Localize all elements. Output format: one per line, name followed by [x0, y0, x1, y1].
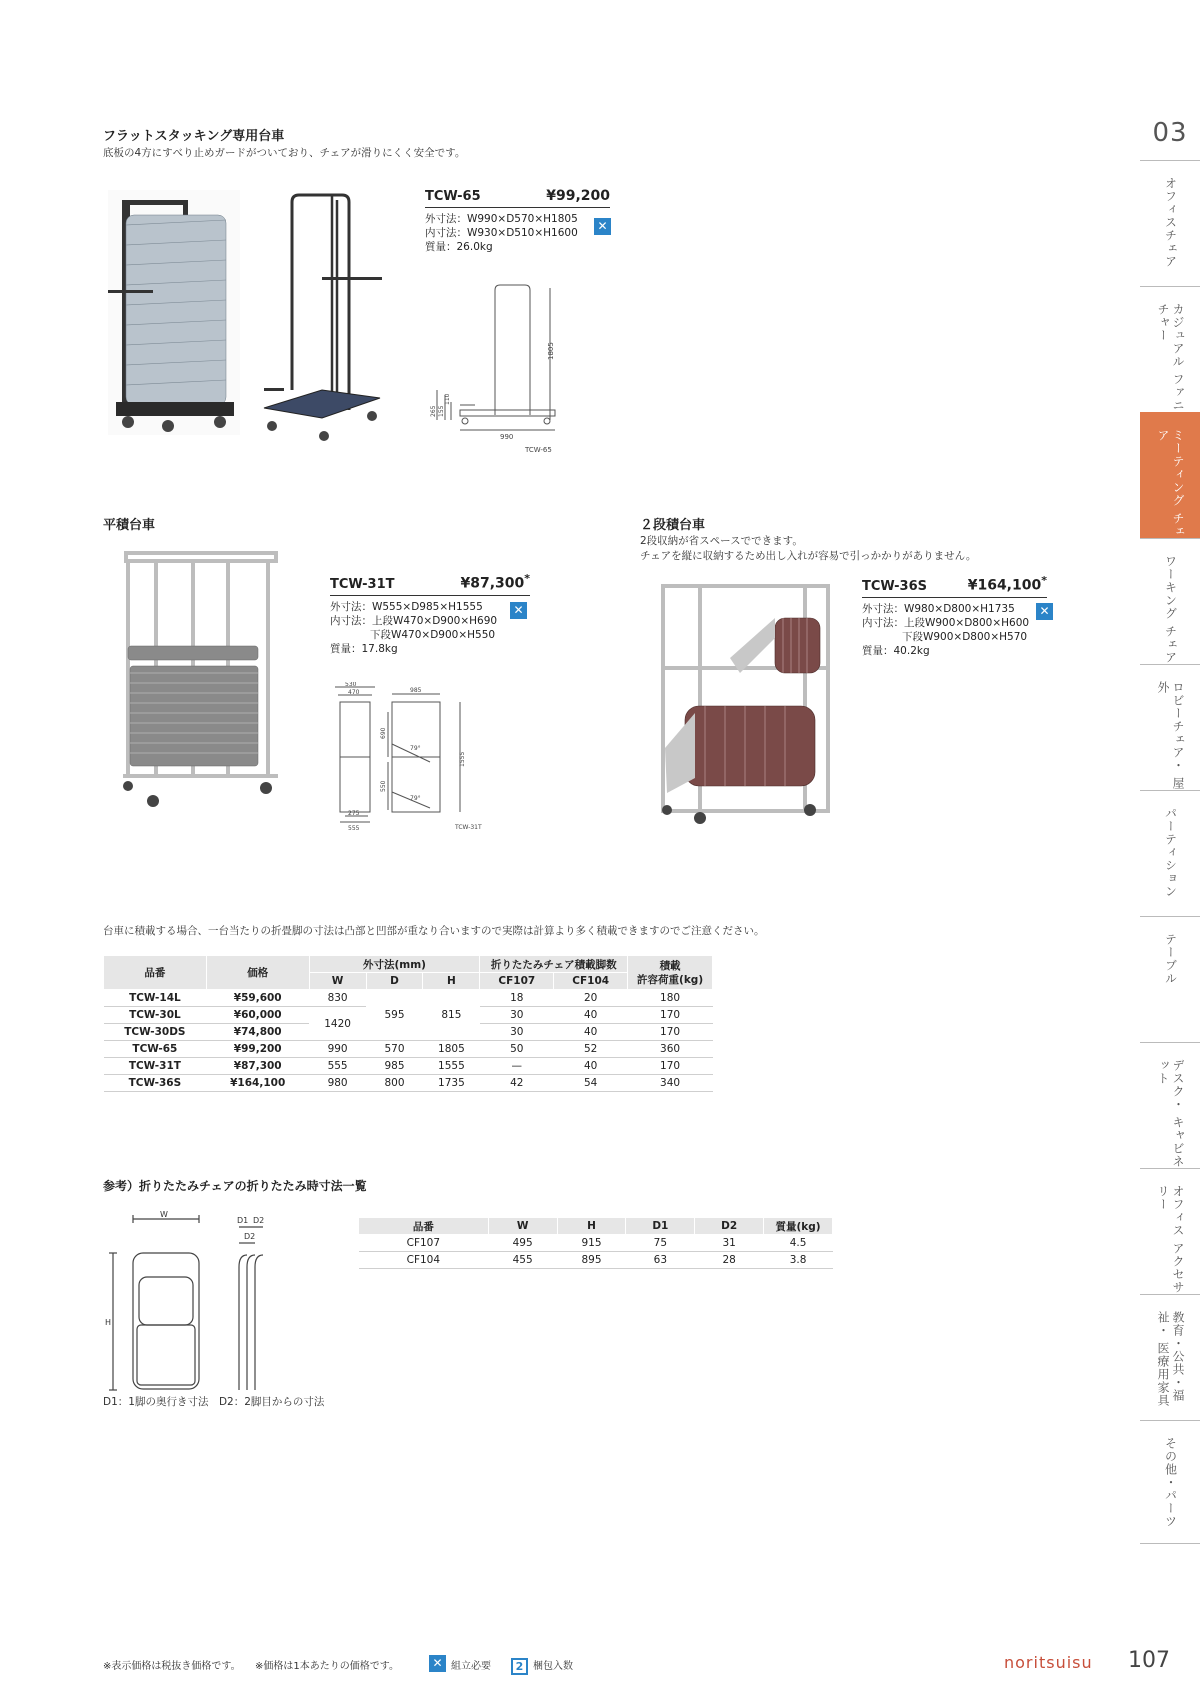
th2-d2: D2 — [695, 1218, 764, 1235]
cell: 63 — [626, 1252, 695, 1269]
sidebar-item-table[interactable] — [1140, 916, 1200, 1042]
th-cf104: CF104 — [554, 973, 628, 990]
tcw36s-spec-block — [862, 574, 1047, 658]
th-code: 品番 — [104, 956, 207, 990]
tcw31t-price: ¥87,300 — [460, 575, 525, 592]
tcw31t-drawing-label: TCW-31T — [455, 824, 482, 831]
cell-cf104: 40 — [554, 1058, 628, 1075]
table-row — [359, 1235, 833, 1252]
chair-dimension-table — [358, 1217, 833, 1269]
tcw65-outer: 外寸法：W990×D570×H1805 — [425, 213, 578, 225]
th-load-1: 積載 — [659, 959, 681, 972]
cart-spec-table — [103, 955, 713, 1092]
sidebar-item-label: オフィスチェア — [1163, 177, 1178, 268]
tool-icon: ✕ — [594, 218, 611, 235]
tcw65-weight: 質量：26.0kg — [425, 241, 493, 253]
cell: 455 — [488, 1252, 557, 1269]
sidebar-divider — [1140, 1543, 1200, 1544]
th-load — [628, 956, 713, 990]
cell-w: 980 — [309, 1075, 366, 1092]
cell-cf104: 40 — [554, 1007, 628, 1024]
cell-load: 360 — [628, 1041, 713, 1058]
tcw31t-d985: 985 — [410, 687, 422, 694]
cell-h: 1805 — [423, 1041, 480, 1058]
tcw36s-weight: 質量：40.2kg — [862, 644, 930, 657]
footer-note-unit: ※価格は1本あたりの価格です。 — [255, 1661, 399, 1672]
tcw36s-photo — [655, 578, 840, 828]
th-price: 価格 — [206, 956, 309, 990]
tcw65-drawing-label: TCW-65 — [525, 446, 552, 454]
sidebar-item-label: その他・パーツ — [1163, 1437, 1178, 1528]
table-row — [104, 1075, 713, 1092]
cell-code: TCW-36S — [104, 1075, 207, 1092]
table-row — [104, 1058, 713, 1075]
th2-w: W — [488, 1218, 557, 1235]
cell: 495 — [488, 1235, 557, 1252]
sidebar-item-label: 教育・公共・福祉・ 医療用家具 — [1156, 1311, 1185, 1407]
chapter-number: 03 — [1152, 118, 1188, 148]
section1-title: フラットスタッキング専用台車 — [103, 129, 285, 144]
cell-load: 170 — [628, 1024, 713, 1041]
cell: 4.5 — [764, 1235, 833, 1252]
tcw31t-d550: 550 — [380, 780, 387, 792]
sidebar-item-desk-cabinet[interactable] — [1140, 1042, 1200, 1168]
section3-title: ２段積台車 — [640, 518, 706, 533]
section1-desc: 底板の4方にすべり止めガードがついており、チェアが滑りにくく安全です。 — [103, 147, 466, 159]
cell-h: 1735 — [423, 1075, 480, 1092]
cell: 75 — [626, 1235, 695, 1252]
cell-cf107: 30 — [480, 1007, 554, 1024]
tcw31t-photo — [118, 548, 283, 813]
cell-code: TCW-31T — [104, 1058, 207, 1075]
tcw65-dim-c: 110 — [444, 393, 451, 405]
sidebar-item-label: パーティション — [1163, 807, 1178, 898]
cell-cf107: 50 — [480, 1041, 554, 1058]
table-row — [359, 1252, 833, 1269]
cell-h: 1555 — [423, 1058, 480, 1075]
th2-d1: D1 — [626, 1218, 695, 1235]
th-h: H — [423, 973, 480, 990]
cell-load: 170 — [628, 1058, 713, 1075]
diagram-d2: D2 — [253, 1216, 265, 1225]
cell-cf104: 54 — [554, 1075, 628, 1092]
cell-d: 800 — [366, 1075, 423, 1092]
tcw36s-inner2: 下段W900×D800×H570 — [902, 630, 1028, 643]
cell-w: 830 — [309, 990, 366, 1007]
cell-d-merged: 595 — [366, 990, 423, 1041]
diagram-h: H — [105, 1318, 112, 1327]
cell-code: TCW-65 — [104, 1041, 207, 1058]
tcw31t-outer: 外寸法：W555×D985×H1555 — [330, 600, 483, 613]
cell: 28 — [695, 1252, 764, 1269]
tcw65-inner: 内寸法：W930×D510×H1600 — [425, 227, 578, 239]
cell-w: 555 — [309, 1058, 366, 1075]
th-w: W — [309, 973, 366, 990]
cell-cf107: — — [480, 1058, 554, 1075]
sidebar-item-label: テーブル — [1163, 933, 1178, 985]
cell-price: ¥74,800 — [206, 1024, 309, 1041]
tcw36s-price: ¥164,100 — [967, 577, 1042, 594]
cell-code: TCW-30DS — [104, 1024, 207, 1041]
cell-cf104: 40 — [554, 1024, 628, 1041]
package-count-icon-wrap — [511, 1655, 528, 1675]
footer-note-tax: ※表示価格は税抜き価格です。 — [103, 1661, 241, 1672]
tcw31t-header — [330, 572, 530, 596]
tcw31t-d1555: 1555 — [459, 751, 466, 767]
diagram-d1: D1 — [237, 1216, 249, 1225]
table-row — [104, 990, 713, 1007]
tcw36s-inner1: 内寸法：上段W900×D800×H600 — [862, 616, 1030, 629]
cell-price: ¥164,100 — [206, 1075, 309, 1092]
tcw31t-d555: 555 — [348, 825, 360, 832]
cell-code: TCW-30L — [104, 1007, 207, 1024]
sidebar-item-other-parts[interactable] — [1140, 1420, 1200, 1546]
sidebar-item-education-medical[interactable] — [1140, 1294, 1200, 1420]
package-count-icon: 2 — [511, 1658, 528, 1675]
cell: 915 — [557, 1235, 626, 1252]
tcw36s-outer: 外寸法：W980×D800×H1735 — [862, 602, 1015, 615]
sidebar-item-label: カジュアル ファニチャー — [1156, 303, 1185, 412]
tcw65-dim-a: 265 — [430, 405, 437, 417]
tcw31t-spec-block — [330, 572, 530, 656]
cell-cf107: 18 — [480, 990, 554, 1007]
tcw31t-inner2: 下段W470×D900×H550 — [370, 628, 496, 641]
sidebar-item-office-accessory[interactable] — [1140, 1168, 1200, 1294]
folded-chair-diagram — [103, 1205, 333, 1410]
diagram-w: W — [160, 1210, 168, 1219]
cell-price: ¥87,300 — [206, 1058, 309, 1075]
tcw31t-d530: 530 — [345, 682, 357, 688]
sidebar-item-partition[interactable] — [1140, 790, 1200, 916]
tcw31t-drawing — [330, 682, 495, 832]
cell-load: 180 — [628, 990, 713, 1007]
cell: CF107 — [359, 1235, 489, 1252]
th-cf107: CF107 — [480, 973, 554, 990]
tcw31t-weight: 質量：17.8kg — [330, 642, 398, 655]
tcw31t-d470: 470 — [348, 689, 360, 696]
cell: CF104 — [359, 1252, 489, 1269]
cell-d: 985 — [366, 1058, 423, 1075]
footer-icon2-label: 梱包入数 — [533, 1661, 573, 1672]
cell-code: TCW-14L — [104, 990, 207, 1007]
tcw31t-code: TCW-31T — [330, 576, 395, 592]
tcw31t-d275: 275 — [348, 810, 360, 817]
cell-h-merged: 815 — [423, 990, 480, 1041]
tcw65-drawing — [425, 280, 575, 455]
cell-w: 990 — [309, 1041, 366, 1058]
cell-load: 170 — [628, 1007, 713, 1024]
sidebar-item-casual-furniture[interactable] — [1140, 286, 1200, 412]
cell-cf104: 20 — [554, 990, 628, 1007]
sidebar-item-label: オフィス アクセサリー — [1156, 1185, 1185, 1294]
section2-title: 平積台車 — [103, 518, 156, 533]
section3-desc1: 2段収納が省スペースでできます。 — [640, 535, 803, 547]
cell-price: ¥59,600 — [206, 990, 309, 1007]
cell-w-merged: 1420 — [309, 1007, 366, 1041]
tcw31t-d690: 690 — [380, 727, 387, 739]
tcw31t-inner1: 内寸法：上段W470×D900×H690 — [330, 614, 498, 627]
th2-h: H — [557, 1218, 626, 1235]
tcw65-photo-empty — [262, 190, 387, 445]
tcw31t-a2: 79° — [410, 795, 421, 802]
section4-title: 参考）折りたたみチェアの折りたたみ時寸法一覧 — [103, 1179, 367, 1193]
th-outer: 外寸法(mm) — [309, 956, 480, 973]
cell-cf104: 52 — [554, 1041, 628, 1058]
brand-logo: noritsuisu — [1004, 1653, 1093, 1672]
sidebar-item-office-chair[interactable] — [1140, 160, 1200, 286]
sidebar-item-label: ロビーチェア・ 屋外 — [1156, 681, 1185, 790]
tcw65-price: ¥99,200 — [546, 188, 610, 204]
cell: 895 — [557, 1252, 626, 1269]
tcw65-dim-w: 990 — [500, 433, 514, 441]
tcw31t-mark: * — [524, 572, 530, 585]
th-d: D — [366, 973, 423, 990]
tool-icon: ✕ — [510, 602, 527, 619]
th2-weight: 質量(kg) — [764, 1218, 833, 1235]
th2-code: 品番 — [359, 1218, 489, 1235]
cell: 31 — [695, 1235, 764, 1252]
cell-cf107: 42 — [480, 1075, 554, 1092]
tcw31t-a1: 79° — [410, 745, 421, 752]
footer-icon1-label: 組立必要 — [451, 1661, 491, 1672]
stacking-note: 台車に積載する場合、一台当たりの折畳脚の寸法は凸部と凹部が重なり合いますので実際は計算より多く積載できますのでご注意ください。 — [103, 925, 765, 937]
folded-chair-caption: D1：1脚の奥行き寸法 D2：2脚目からの寸法 — [103, 1396, 325, 1408]
cell-d: 570 — [366, 1041, 423, 1058]
tool-icon: ✕ — [1036, 603, 1053, 620]
tcw36s-code: TCW-36S — [862, 578, 928, 594]
sidebar-item-label: ワーキング チェア — [1163, 555, 1178, 664]
cell-cf107: 30 — [480, 1024, 554, 1041]
tcw65-header — [425, 188, 610, 208]
tcw65-spec-block — [425, 188, 610, 254]
tcw65-dim-h: 1805 — [547, 342, 555, 360]
section3-desc2: チェアを縦に収納するため出し入れが容易で引っかかりがありません。 — [640, 550, 977, 562]
tcw65-code: TCW-65 — [425, 189, 481, 204]
sidebar-item-label: デスク・ キャビネット — [1156, 1059, 1185, 1168]
tcw36s-mark: * — [1041, 574, 1047, 587]
sidebar-item-meeting-chair[interactable] — [1140, 412, 1200, 538]
sidebar-item-lobby-chair[interactable] — [1140, 664, 1200, 790]
cell-price: ¥99,200 — [206, 1041, 309, 1058]
diagram-d2-b: D2 — [244, 1232, 256, 1241]
cell: 3.8 — [764, 1252, 833, 1269]
th-load-2: 許容荷重(kg) — [637, 973, 704, 986]
th-stack: 折りたたみチェア積載脚数 — [480, 956, 628, 973]
page-number: 107 — [1128, 1648, 1170, 1673]
tcw65-dim-b: 155 — [438, 405, 445, 417]
sidebar-item-working-chair[interactable] — [1140, 538, 1200, 664]
table-row — [104, 1041, 713, 1058]
cell-load: 340 — [628, 1075, 713, 1092]
tcw65-photo-loaded — [108, 190, 240, 435]
sidebar-item-label: ミーティング チェア — [1156, 429, 1185, 538]
tcw36s-header — [862, 574, 1047, 598]
cell-price: ¥60,000 — [206, 1007, 309, 1024]
tool-icon: ✕ — [429, 1655, 446, 1672]
